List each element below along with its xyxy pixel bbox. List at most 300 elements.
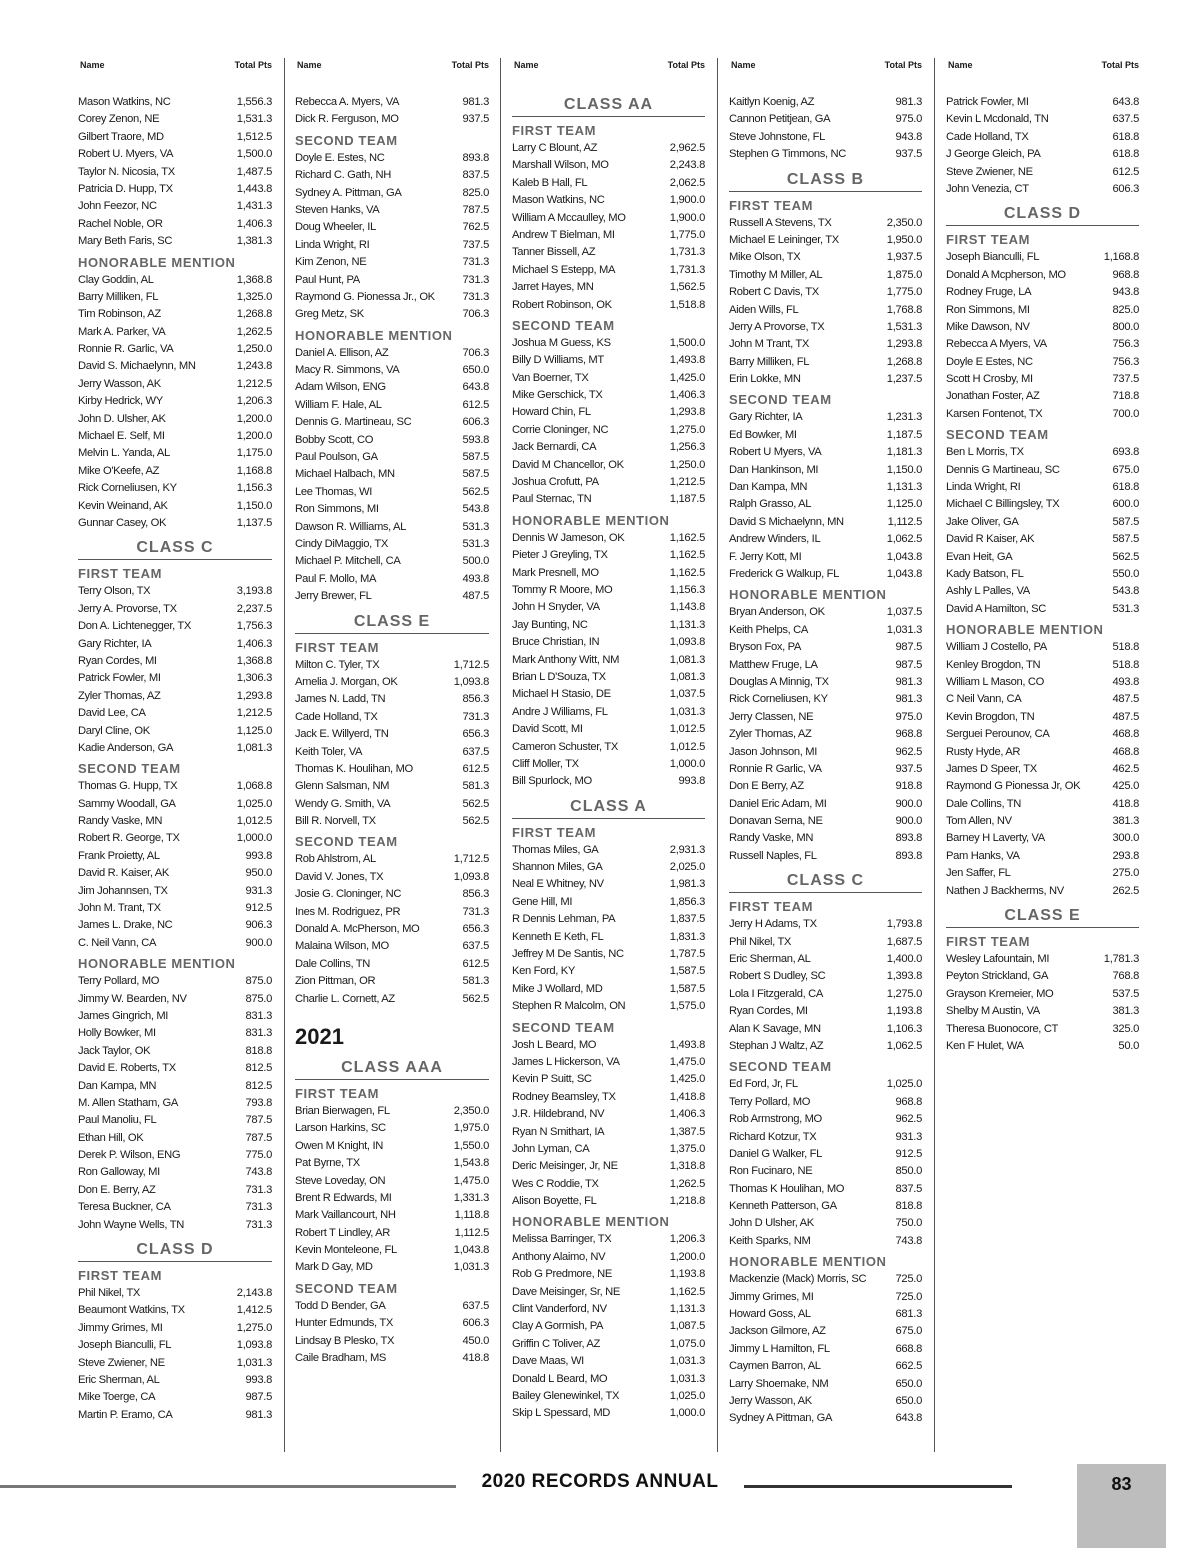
standings-row [946, 968, 1139, 985]
competitor-name: Andrew T Bielman, MI [512, 228, 615, 241]
total-points: 1,125.0 [886, 498, 922, 511]
total-points: 518.8 [1112, 641, 1139, 654]
standings-row [512, 704, 705, 721]
standings-row [295, 938, 489, 955]
competitor-name: Rachel Noble, OR [78, 217, 163, 230]
standings-row [78, 618, 272, 635]
competitor-name: Anthony Alaimo, NV [512, 1250, 606, 1263]
competitor-name: Todd D Bender, GA [295, 1299, 386, 1312]
competitor-name: Jonathan Foster, AZ [946, 390, 1040, 403]
total-points: 968.8 [895, 1095, 922, 1108]
competitor-name: Josie G. Cloninger, NC [295, 888, 402, 901]
standings-row [78, 198, 272, 215]
standings-row [295, 397, 489, 414]
total-points: 1,837.5 [669, 913, 705, 926]
standings-row [78, 358, 272, 375]
competitor-name: Scott H Crosby, MI [946, 373, 1033, 386]
competitor-name: Sammy Woodall, GA [78, 797, 176, 810]
standings-row [512, 1405, 705, 1422]
footer-title: 2020 RECORDS ANNUAL [481, 1471, 719, 1492]
competitor-name: Rodney Fruge, LA [946, 286, 1032, 299]
competitor-name: Cade Holland, TX [295, 710, 378, 723]
competitor-name: Bruce Christian, IN [512, 636, 600, 649]
competitor-name: Jim Johannsen, TX [78, 884, 168, 897]
total-points: 737.5 [462, 238, 489, 251]
competitor-name: Mark Presnell, MO [512, 566, 599, 579]
competitor-name: Daniel G Walker, FL [729, 1147, 823, 1160]
competitor-name: Greg Metz, SK [295, 308, 364, 321]
standings-list [78, 94, 272, 1424]
competitor-name: John H Snyder, VA [512, 601, 600, 614]
competitor-name: Howard Chin, FL [512, 406, 591, 419]
total-points: 856.3 [462, 693, 489, 706]
competitor-name: Pieter J Greyling, TX [512, 549, 608, 562]
standings-row [729, 934, 922, 951]
total-points: 581.3 [462, 975, 489, 988]
total-points: 718.8 [1112, 390, 1139, 403]
competitor-name: Dave Meisinger, Sr, NE [512, 1285, 620, 1298]
competitor-name: Timothy M Miller, AL [729, 268, 823, 281]
competitor-name: Wendy G. Smith, VA [295, 797, 391, 810]
competitor-name: David E. Roberts, TX [78, 1062, 176, 1075]
competitor-name: David R Kaiser, AK [946, 533, 1035, 546]
competitor-name: John Feezor, NC [78, 200, 157, 213]
total-points: 1,262.5 [236, 325, 272, 338]
standings-row [295, 1207, 489, 1224]
standings-row [78, 498, 272, 515]
standings-row [78, 1320, 272, 1337]
total-points: 875.0 [245, 992, 272, 1005]
total-points: 1,137.5 [236, 516, 272, 529]
standings-row [295, 674, 489, 691]
standings-row [729, 691, 922, 708]
competitor-name: Clint Vanderford, NV [512, 1303, 607, 1316]
total-points: 1,475.0 [669, 1055, 705, 1068]
total-points: 900.0 [245, 936, 272, 949]
total-points: 700.0 [1112, 407, 1139, 420]
total-points: 1,412.5 [236, 1304, 272, 1317]
competitor-name: Russell Naples, FL [729, 849, 817, 862]
total-points: 825.0 [1112, 303, 1139, 316]
name-column-label: Name [80, 60, 105, 70]
competitor-name: David V. Jones, TX [295, 870, 384, 883]
competitor-name: Terry Pollard, MO [78, 975, 160, 988]
competitor-name: Rebecca A Myers, VA [946, 338, 1047, 351]
competitor-name: F. Jerry Kott, MI [729, 550, 802, 563]
standings-row [295, 237, 489, 254]
competitor-name: Shelby M Austin, VA [946, 1005, 1040, 1018]
total-points: 1,218.8 [669, 1195, 705, 1208]
competitor-name: Ron Fucinaro, NE [729, 1165, 813, 1178]
competitor-name: Linda Wright, RI [295, 238, 370, 251]
competitor-name: Pat Byrne, TX [295, 1157, 360, 1170]
competitor-name: Paul Manoliu, FL [78, 1114, 157, 1127]
standings-row [512, 582, 705, 599]
class-heading: CLASS C [786, 872, 865, 890]
total-points: 981.3 [245, 1408, 272, 1421]
total-points: 1,212.5 [236, 707, 272, 720]
standings-row [512, 530, 705, 547]
competitor-name: Larry C Blount, AZ [512, 142, 598, 154]
standings-row [78, 900, 272, 917]
competitor-name: Larson Harkins, SC [295, 1122, 386, 1135]
standings-row [512, 1353, 705, 1370]
competitor-name: Jason Johnson, MI [729, 745, 817, 758]
total-points: 1,587.5 [669, 965, 705, 978]
standings-row [295, 778, 489, 795]
standings-row [78, 636, 272, 653]
total-points: 1,231.3 [886, 411, 922, 424]
total-points: 993.8 [245, 849, 272, 862]
total-points: 618.8 [1112, 130, 1139, 143]
standings-row [512, 474, 705, 491]
total-points: 1,500.0 [236, 148, 272, 161]
standings-row [729, 215, 922, 232]
competitor-name: Paul F. Mollo, MA [295, 572, 377, 585]
competitor-name: Melissa Barringer, TX [512, 1233, 612, 1246]
standings-row [946, 249, 1139, 266]
standings-row [729, 778, 922, 795]
competitor-name: Pam Hanks, VA [946, 849, 1020, 862]
total-points: 1,000.0 [669, 757, 705, 770]
total-points: 1,937.5 [886, 251, 922, 264]
competitor-name: Mike O'Keefe, AZ [78, 464, 160, 477]
standings-row [729, 1289, 922, 1306]
competitor-name: Rick Corneliusen, KY [729, 693, 828, 706]
standings-row [295, 1103, 489, 1120]
standings-row [295, 1155, 489, 1172]
competitor-name: Lee Thomas, WI [295, 485, 372, 498]
standings-row [295, 484, 489, 501]
column-header [512, 58, 705, 73]
standings-row [295, 796, 489, 813]
standings-row [512, 439, 705, 456]
total-points: 1,131.3 [886, 481, 922, 494]
competitor-name: Patrick Fowler, MI [946, 96, 1029, 108]
total-points: 487.5 [1112, 710, 1139, 723]
standings-row [946, 813, 1139, 830]
competitor-name: Rebecca A. Myers, VA [295, 96, 400, 108]
competitor-name: R Dennis Lehman, PA [512, 913, 616, 926]
standings-row [729, 284, 922, 301]
standings-row [295, 306, 489, 323]
competitor-name: Joshua Crofutt, PA [512, 476, 599, 489]
standings-row [78, 830, 272, 847]
standings-row [78, 1008, 272, 1025]
total-points: 1,031.3 [453, 1261, 489, 1274]
standings-row [729, 232, 922, 249]
competitor-name: M. Allen Statham, GA [78, 1096, 178, 1109]
standings-row [295, 588, 489, 605]
total-points: 1,031.3 [669, 1355, 705, 1368]
standings-row [78, 1337, 272, 1354]
competitor-name: Melvin L. Yanda, AL [78, 447, 170, 460]
competitor-name: Michael P. Mitchell, CA [295, 555, 401, 568]
name-column-label: Name [948, 60, 973, 70]
team-heading: FIRST TEAM [295, 1085, 379, 1101]
total-points: 762.5 [462, 221, 489, 234]
total-points: 943.8 [1112, 286, 1139, 299]
total-points: 756.3 [1112, 355, 1139, 368]
total-points: 1,431.3 [236, 200, 272, 213]
total-points: 1,168.8 [1103, 251, 1139, 264]
competitor-name: Kadie Anderson, GA [78, 741, 174, 754]
total-points: 1,756.3 [236, 620, 272, 633]
total-points: 581.3 [462, 780, 489, 793]
standings-row [729, 1393, 922, 1410]
total-points: 943.8 [895, 130, 922, 143]
class-heading-rule [78, 559, 272, 560]
results-column-4 [717, 58, 922, 1452]
total-points: 1,731.3 [669, 263, 705, 276]
competitor-name: Don E Berry, AZ [729, 780, 804, 793]
total-points: 1,081.3 [236, 741, 272, 754]
competitor-name: Stephen G Timmons, NC [729, 148, 847, 161]
standings-row [295, 272, 489, 289]
standings-row [729, 968, 922, 985]
total-points: 1,406.3 [236, 637, 272, 650]
competitor-name: Rob Ahlstrom, AL [295, 853, 376, 866]
standings-row [78, 935, 272, 952]
standings-row [295, 111, 489, 128]
standings-row [512, 773, 705, 790]
standings-row [78, 306, 272, 323]
total-points: 775.0 [245, 1149, 272, 1162]
total-points: 1,406.3 [236, 217, 272, 230]
standings-row [78, 1389, 272, 1406]
competitor-name: Bobby Scott, CO [295, 433, 374, 446]
competitor-name: Dan Kampa, MN [78, 1079, 157, 1092]
competitor-name: Dale Collins, TN [295, 957, 371, 970]
competitor-name: Jerry Brewer, FL [295, 590, 372, 603]
total-points: 812.5 [245, 1079, 272, 1092]
total-points: 2,062.5 [669, 176, 705, 189]
competitor-name: Mike Dawson, NV [946, 320, 1030, 333]
team-heading: SECOND TEAM [946, 427, 1049, 443]
competitor-name: Beaumont Watkins, TX [78, 1304, 185, 1317]
competitor-name: Taylor N. Nicosia, TX [78, 165, 175, 178]
total-points: 1,256.3 [669, 441, 705, 454]
competitor-name: David A Hamilton, SC [946, 602, 1046, 615]
total-points: 1,081.3 [669, 653, 705, 666]
total-points: 1,787.5 [669, 948, 705, 961]
total-points: 1,237.5 [886, 373, 922, 386]
competitor-name: Billy D Williams, MT [512, 354, 604, 367]
competitor-name: Ethan Hill, OK [78, 1131, 144, 1144]
competitor-name: Jimmy L Hamilton, FL [729, 1342, 830, 1355]
standings-row [295, 362, 489, 379]
standings-row [512, 981, 705, 998]
competitor-name: Frank Proietty, AL [78, 849, 160, 862]
total-points: 1,031.3 [669, 705, 705, 718]
competitor-name: Jake Oliver, GA [946, 515, 1019, 528]
competitor-name: Jerry Classen, NE [729, 710, 814, 723]
total-points: 1,425.0 [669, 371, 705, 384]
total-points: 462.5 [1112, 762, 1139, 775]
total-points: 768.8 [1112, 970, 1139, 983]
standings-row [78, 1043, 272, 1060]
competitor-name: Doyle E Estes, NC [946, 355, 1033, 368]
standings-row [295, 202, 489, 219]
standings-row [295, 289, 489, 306]
standings-row [512, 998, 705, 1015]
standings-row [729, 462, 922, 479]
total-points: 1,112.5 [887, 515, 922, 528]
total-points: 1,975.0 [453, 1122, 489, 1135]
competitor-name: Aiden Wills, FL [729, 303, 799, 316]
total-points: 987.5 [895, 641, 922, 654]
total-points: 912.5 [245, 902, 272, 915]
total-points: 593.8 [462, 433, 489, 446]
competitor-name: Ed Ford, Jr, FL [729, 1078, 798, 1091]
total-points: 537.5 [1112, 987, 1139, 1000]
class-heading: CLASS D [1003, 205, 1082, 223]
total-points: 1,150.0 [236, 499, 272, 512]
standings-row [512, 1301, 705, 1318]
standings-row [512, 756, 705, 773]
total-points: 731.3 [462, 905, 489, 918]
name-column-label: Name [297, 60, 322, 70]
competitor-name: Theresa Buonocore, CT [946, 1022, 1059, 1035]
competitor-name: Robert U. Myers, VA [78, 148, 174, 161]
standings-row [512, 1231, 705, 1248]
competitor-name: Steve Zwiener, NE [78, 1356, 165, 1369]
competitor-name: Cade Holland, TX [946, 130, 1029, 143]
class-heading-rule [729, 191, 922, 192]
total-points: 275.0 [1112, 867, 1139, 880]
competitor-name: Mason Watkins, NC [78, 96, 171, 108]
results-column-1 [78, 58, 272, 1452]
total-points: 900.0 [895, 815, 922, 828]
total-points: 1,093.8 [453, 675, 489, 688]
standings-row [512, 352, 705, 369]
competitor-name: David S Michaelynn, MN [729, 515, 844, 528]
competitor-name: Ines M. Rodriguez, PR [295, 905, 401, 918]
competitor-name: Michael C Billingsley, TX [946, 498, 1060, 511]
competitor-name: John D Ulsher, AK [729, 1217, 814, 1230]
competitor-name: Mike J Wollard, MD [512, 982, 603, 995]
standings-row [512, 210, 705, 227]
total-points: 2,237.5 [236, 602, 272, 615]
total-points: 587.5 [462, 468, 489, 481]
competitor-name: Rick Corneliusen, KY [78, 482, 177, 495]
competitor-name: Phil Nikel, TX [729, 935, 792, 948]
standings-row [729, 129, 922, 146]
competitor-name: Caymen Barron, AL [729, 1360, 821, 1373]
total-points: 1,043.8 [886, 550, 922, 563]
competitor-name: Peyton Strickland, GA [946, 970, 1049, 983]
competitor-name: Keith Phelps, CA [729, 623, 808, 636]
competitor-name: Ken F Hulet, WA [946, 1039, 1024, 1052]
total-points: 787.5 [462, 203, 489, 216]
total-points: 650.0 [462, 364, 489, 377]
total-points: 1,206.3 [236, 395, 272, 408]
standings-row [295, 185, 489, 202]
name-column-label: Name [731, 60, 756, 70]
standings-row [78, 1025, 272, 1042]
total-points: 1,775.0 [669, 228, 705, 241]
total-points: 1,831.3 [669, 930, 705, 943]
competitor-name: Corey Zenon, NE [78, 113, 160, 126]
competitor-name: Jimmy Grimes, MI [729, 1290, 814, 1303]
standings-row [78, 740, 272, 757]
competitor-name: Thomas G. Hupp, TX [78, 780, 178, 793]
total-points: 518.8 [1112, 658, 1139, 671]
total-points: 1,143.8 [669, 601, 705, 614]
standings-row [512, 279, 705, 296]
standings-row [729, 1038, 922, 1055]
total-points: 606.3 [462, 416, 489, 429]
competitor-name: John D. Ulsher, AK [78, 412, 166, 425]
results-column-3 [500, 58, 705, 1452]
team-heading: HONORABLE MENTION [295, 327, 453, 343]
competitor-name: David S. Michaelynn, MN [78, 360, 196, 373]
total-points: 981.3 [462, 96, 489, 108]
standings-row [729, 444, 922, 461]
team-heading: FIRST TEAM [729, 899, 813, 915]
class-heading-rule [295, 1079, 489, 1080]
total-points: 1,587.5 [669, 982, 705, 995]
competitor-name: Douglas A Minnig, TX [729, 675, 829, 688]
standings-row [729, 1410, 922, 1427]
competitor-name: Phil Nikel, TX [78, 1287, 141, 1300]
total-pts-column-label: Total Pts [451, 60, 489, 70]
standings-row [946, 284, 1139, 301]
competitor-name: Derek P. Wilson, ENG [78, 1149, 181, 1162]
standings-row [295, 991, 489, 1008]
competitor-name: Neal E Whitney, NV [512, 878, 604, 891]
total-points: 1,075.0 [669, 1337, 705, 1350]
total-points: 1,093.8 [669, 636, 705, 649]
total-points: 500.0 [462, 555, 489, 568]
page-number-box [1077, 1464, 1166, 1548]
standings-row [78, 1199, 272, 1216]
total-points: 731.3 [462, 290, 489, 303]
competitor-name: Robert R. George, TX [78, 832, 180, 845]
standings-row [946, 388, 1139, 405]
class-heading-rule [946, 225, 1139, 226]
competitor-name: Glenn Salsman, NM [295, 780, 390, 793]
standings-list [295, 94, 489, 1367]
total-points: 587.5 [1112, 515, 1139, 528]
total-points: 562.5 [1112, 550, 1139, 563]
competitor-name: Dan Hankinson, MI [729, 463, 819, 476]
competitor-name: James N. Ladd, TN [295, 693, 386, 706]
standings-row [78, 778, 272, 795]
standings-row [78, 216, 272, 233]
total-points: 1,443.8 [236, 182, 272, 195]
total-points: 725.0 [895, 1273, 922, 1286]
standings-row [512, 1141, 705, 1158]
class-heading: CLASS C [136, 539, 214, 557]
total-points: 381.3 [1112, 1005, 1139, 1018]
column-header [946, 58, 1139, 73]
competitor-name: Robert S Dudley, SC [729, 970, 826, 983]
competitor-name: Jimmy W. Bearden, NV [78, 992, 187, 1005]
total-points: 1,475.0 [453, 1174, 489, 1187]
competitor-name: Bill Spurlock, MO [512, 775, 592, 788]
competitor-name: Doyle E. Estes, NC [295, 151, 385, 164]
standings-row [78, 917, 272, 934]
total-points: 1,293.8 [236, 689, 272, 702]
standings-row [729, 1306, 922, 1323]
total-points: 750.0 [895, 1217, 922, 1230]
standings-row [512, 859, 705, 876]
standings-row [946, 496, 1139, 513]
page-number: 83 [1111, 1474, 1132, 1494]
total-points: 831.3 [245, 1009, 272, 1022]
standings-row [512, 547, 705, 564]
